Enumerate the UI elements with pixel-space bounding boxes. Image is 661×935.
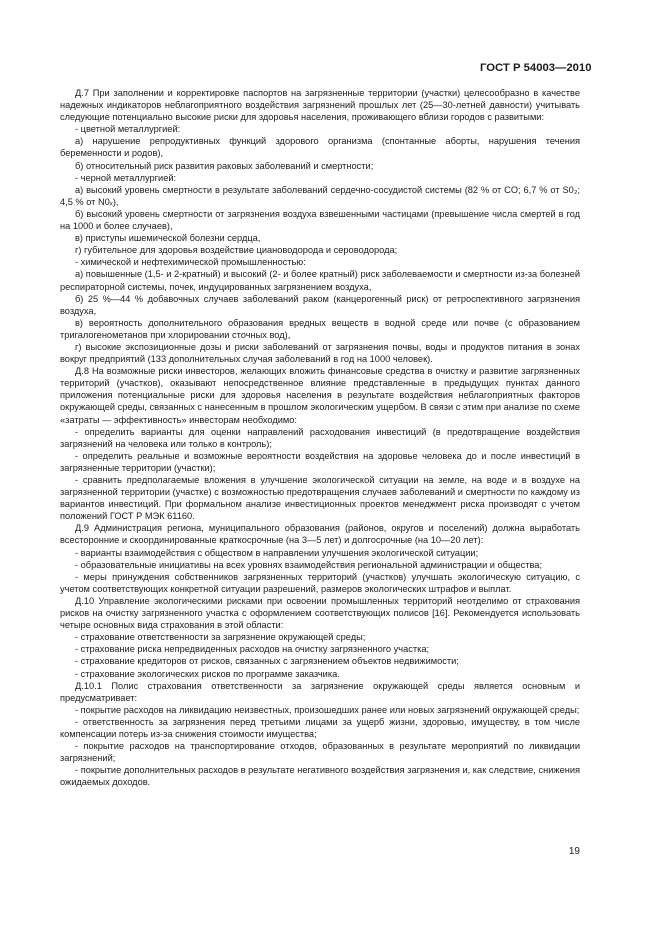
paragraph: - цветной металлургией: [75, 124, 181, 135]
paragraph: г) высокие экспозиционные дозы и риски заболеваний от загрязнения почвы, воды и продуктов питания в зонах вокруг предприятий (133 дополнительных случая заболеваний в год на 1000 человек). [60, 341, 580, 365]
paragraph: - сравнить предполагаемые вложения в улучшение экологической ситуации на земле, на воде и в воздухе на загрязненной территории (участке) с возможностью предотвращения случаев заболеваний и смертности по каждому из вариантов инвестиций. При формальном анализе инвестиционных проектов менеджмент риска производят с учетом положений ГОСТ Р МЭК 61160. [60, 475, 580, 522]
paragraph: - меры принуждения собственников загрязненных территорий (участков) улучшать экологическую ситуацию, с учетом соответствующих конкретной ситуации разрешений, размеров экологических штрафов и выплат. [60, 571, 580, 594]
paragraph: - покрытие расходов на транспортирование отходов, образованных в результате мероприятий по ликвидации загрязнений; [60, 741, 580, 764]
paragraph: в) вероятность дополнительного образования вредных веществ в водной среде или почве (с образованием тригалогенометанов при хлорировании сточных вод), [60, 317, 580, 340]
paragraph: а) повышенные (1,5- и 2-кратный) и высокий (2- и более кратный) риск заболеваемости и смертности из-за болезней респираторной системы, почек, индуцированных загрязнением воздуха, [60, 269, 580, 292]
paragraph: - химической и нефтехимической промышленностью: [75, 257, 306, 268]
paragraph: г) губительное для здоровья воздействие циановодорода и сероводорода; [75, 245, 398, 256]
paragraph: - черной металлургией: [75, 172, 177, 183]
paragraph: - страхование ответственности за загрязнение окружающей среды; [75, 632, 366, 643]
paragraph: б) относительный риск развития раковых заболеваний и смертности; [75, 160, 374, 171]
paragraph: - определить реальные и возможные вероятности воздействия на здоровье человека до и после инвестиций в загрязненные территории (участки); [60, 450, 580, 473]
paragraph: - страхование экологических рисков по программе заказчика. [75, 668, 340, 679]
paragraph: - варианты взаимодействия с обществом в направлении улучшения экологической ситуации; [75, 547, 479, 558]
paragraph: а) нарушение репродуктивных функций здорового организма (спонтанные аборты, нарушения течения беременности и родов), [60, 136, 580, 159]
paragraph: - покрытие расходов на ликвидацию неизвестных, произошедших ранее или новых загрязнений окружающей среды; [75, 704, 580, 715]
paragraph: Д.10.1 Полис страхования ответственности за загрязнение окружающей среды является основным и предусматривает: [60, 680, 580, 703]
paragraph: Д.9 Администрация региона, муниципального образования (районов, округов и поселений) должна выработать всесторонние и скоординированные краткосрочные (на 3—5 лет) и долгосрочные (на 10—20 лет): [60, 523, 580, 546]
paragraph: Д.10 Управление экологическими рисками при освоении промышленных территорий неотделимо от страхования рисков на очистку загрязненного участка с оформлением соответствующих полисов [16]. Рекомендуется использовать четыре основных вида страхования в этой области: [60, 595, 580, 631]
document-body [60, 87, 580, 788]
paragraph: - образовательные инициативы на всех уровнях взаимодействия региональной администрации и общества; [75, 559, 543, 570]
paragraph: - покрытие дополнительных расходов в результате негативного воздействия загрязнения и, как следствие, снижения ожидаемых доходов. [60, 765, 580, 788]
paragraph: - определить варианты для оценки направлений расходования инвестиций (в предотвращение воздействия загрязнений на человека или только в контроль); [60, 426, 580, 449]
paragraph: Д.8 На возможные риски инвесторов, желающих вложить финансовые средства в очистку и развитие загрязненных территорий (участков), оказывают непосредственное влияние представленные в предыдущих пунктах данного приложения потенциальные риски для здоровья населения в результате воздействия неблагоприятных факторов окружающей среды, связанных с нанесенным в прошлом экологическим ущербом. В связи с этим при анализе по схеме «затраты — эффективность» инвесторам необходимо: [60, 366, 580, 425]
paragraph: а) высокий уровень смертности в результате заболеваний сердечно-сосудистой системы (82 % от CO; 6,7 % от S0₂; 4,5 % от N0ₓ), [60, 184, 580, 207]
paragraph: в) приступы ишемической болезни сердца, [75, 233, 261, 244]
paragraph: Д.7 При заполнении и корректировке паспортов на загрязненные территории (участки) целесообразно в качестве надежных индикаторов неблагоприятного воздействия загрязнений прошлых лет (25—30-летней давности) учитывать следующие потенциально высокие риски для здоровья населения, проживающего вблизи городов с развитыми: [60, 88, 580, 123]
document-code-header: ГОСТ Р 54003—2010 [480, 62, 592, 74]
paragraph: - ответственность за загрязнения перед третьими лицами за ущерб жизни, здоровью, имуществу, в том числе компенсации потерь из-за снижения стоимости имущества; [60, 716, 580, 739]
paragraph: - страхование кредиторов от рисков, связанных с загрязнением объектов недвижимости; [75, 656, 459, 667]
paragraph: б) 25 %—44 % добавочных случаев заболеваний раком (канцерогенный риск) от ретроспективного загрязнения воздуха, [60, 293, 580, 316]
page-number: 19 [568, 846, 580, 857]
paragraph: - страхование риска непредвиденных расходов на очистку загрязненного участка; [75, 644, 430, 655]
paragraph: б) высокий уровень смертности от загрязнения воздуха взвешенными частицами (превышение числа смертей в год на 1000 и более случаев), [60, 208, 580, 232]
